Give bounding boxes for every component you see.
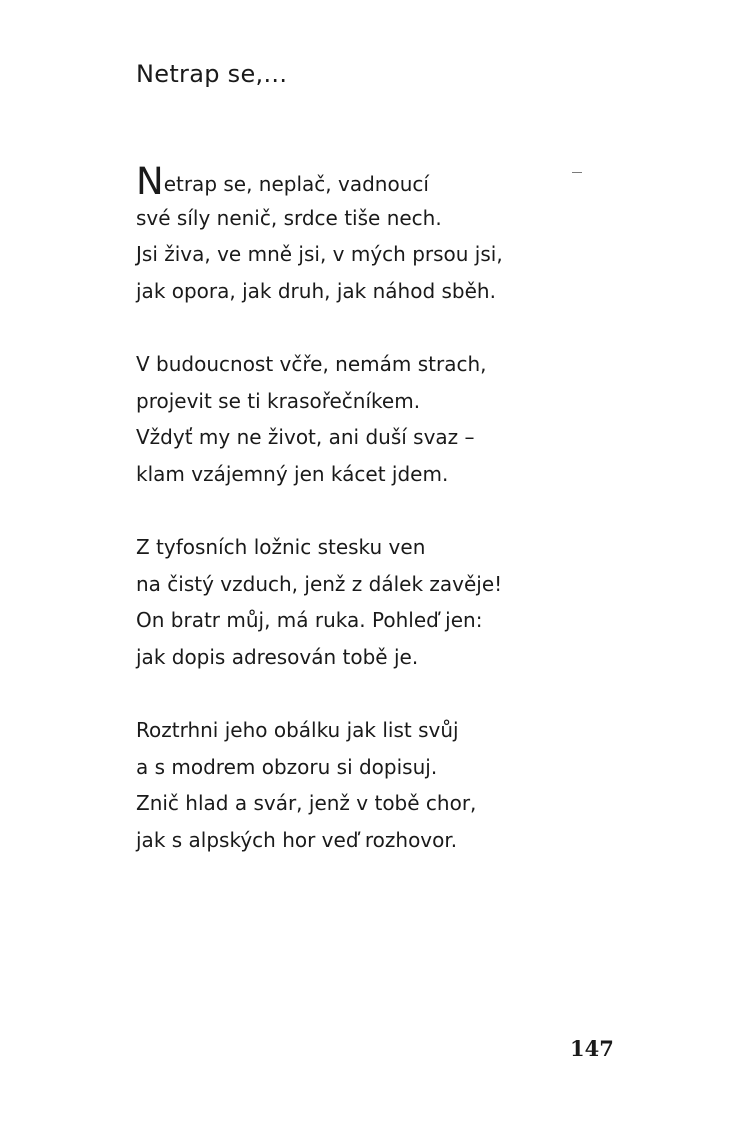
poem-title: Netrap se,... xyxy=(136,60,288,88)
page-number: 147 xyxy=(570,1036,614,1061)
poem-line: projevit se ti krasořečníkem. xyxy=(136,388,421,413)
poem-line: V budoucnost včře, nemám strach, xyxy=(136,352,487,376)
poem-line: On bratr můj, má ruka. Pohleď jen: xyxy=(136,608,483,632)
poem-line: jak dopis adresován tobě je. xyxy=(136,644,419,669)
poem-line xyxy=(136,160,696,203)
poem-line: své síly nenič, srdce tiše nech. xyxy=(136,205,442,230)
stanza-3 xyxy=(136,529,696,675)
poem-line: Vždyť my ne život, ani duší svaz – xyxy=(136,425,475,449)
poem-line: klam vzájemný jen kácet jdem. xyxy=(136,461,449,486)
poem-line: jak s alpských hor veď rozhovor. xyxy=(136,827,458,852)
poem-line: Znič hlad a svár, jenž v tobě chor, xyxy=(136,791,477,815)
stanza-2 xyxy=(136,346,696,492)
stanza-1 xyxy=(136,160,696,309)
poem-line: a s modrem obzoru si dopisuj. xyxy=(136,754,438,779)
poem-body xyxy=(136,160,696,895)
poem-line: jak opora, jak druh, jak náhod sběh. xyxy=(136,278,496,303)
poem-line-text: etrap se, neplač, vadnoucí xyxy=(163,172,429,196)
stanza-4 xyxy=(136,712,696,858)
poem-line: Z tyfosních ložnic stesku ven xyxy=(136,535,426,559)
poem-line: Jsi živa, ve mně jsi, v mých prsou jsi, xyxy=(136,242,503,266)
poem-line: na čistý vzduch, jenž z dálek zavěje! xyxy=(136,571,503,596)
drop-cap: N xyxy=(136,160,164,203)
poem-line: Roztrhni jeho obálku jak list svůj xyxy=(136,718,459,742)
